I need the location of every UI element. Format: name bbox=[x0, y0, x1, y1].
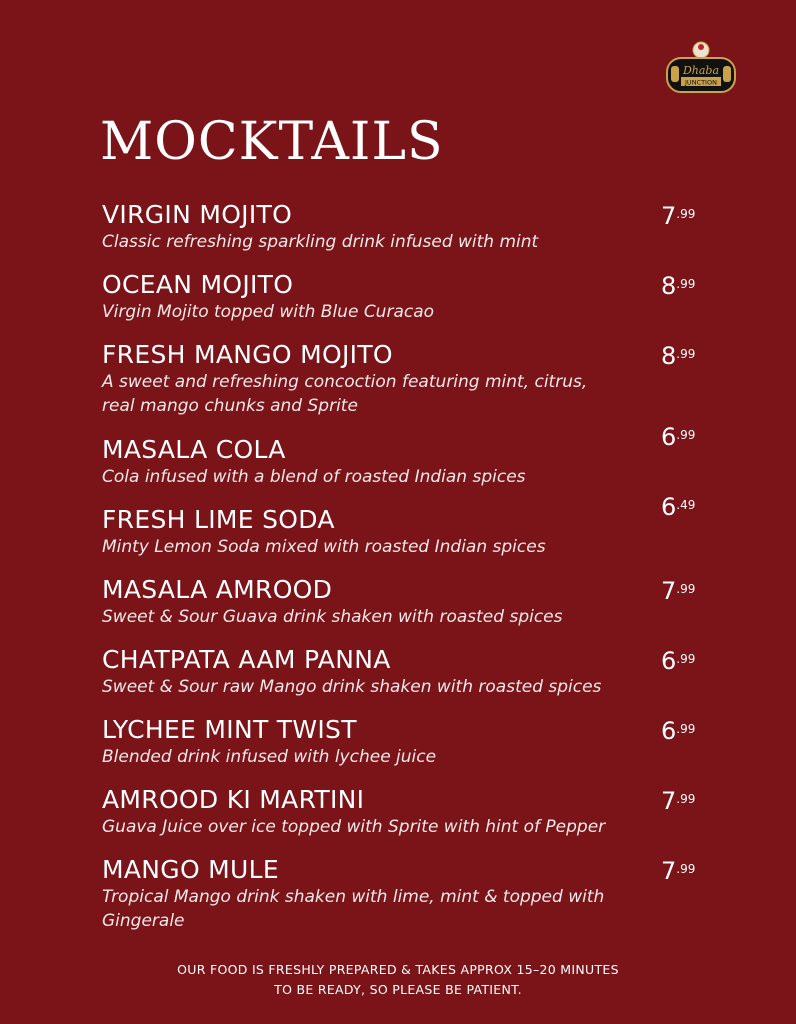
item-name: LYCHEE MINT TWIST bbox=[102, 715, 357, 744]
item-price bbox=[661, 342, 695, 370]
price-dollars: 8 bbox=[661, 342, 677, 370]
page-title: MOCKTAILS bbox=[100, 112, 444, 172]
menu-item bbox=[102, 575, 742, 629]
price-cents: .49 bbox=[676, 498, 696, 512]
item-price bbox=[661, 787, 695, 815]
logo-sub-text: JUNCTION bbox=[685, 78, 717, 87]
item-description: Virgin Mojito topped with Blue Curacao bbox=[102, 302, 435, 322]
menu-item bbox=[102, 340, 742, 418]
item-description: Tropical Mango drink shaken with lime, mint & topped with Gingerale bbox=[102, 887, 605, 931]
item-price bbox=[661, 857, 695, 885]
price-cents: .99 bbox=[676, 428, 696, 442]
item-price bbox=[661, 647, 695, 675]
price-cents: .99 bbox=[676, 347, 696, 361]
price-dollars: 7 bbox=[661, 577, 677, 605]
item-name: MASALA AMROOD bbox=[102, 575, 333, 604]
menu-item bbox=[102, 855, 742, 933]
price-cents: .99 bbox=[676, 277, 696, 291]
item-name: AMROOD KI MARTINI bbox=[102, 785, 365, 814]
item-name: VIRGIN MOJITO bbox=[102, 200, 293, 229]
menu-item bbox=[102, 645, 742, 699]
menu-item bbox=[102, 423, 742, 489]
item-price bbox=[661, 717, 695, 745]
item-name: FRESH LIME SODA bbox=[102, 505, 335, 534]
price-dollars: 6 bbox=[661, 493, 677, 521]
price-dollars: 7 bbox=[661, 857, 677, 885]
price-dollars: 7 bbox=[661, 787, 677, 815]
item-name: MANGO MULE bbox=[102, 855, 279, 884]
menu-item bbox=[102, 200, 742, 254]
item-description: Sweet & Sour Guava drink shaken with roasted spices bbox=[102, 607, 563, 627]
price-dollars: 6 bbox=[661, 717, 677, 745]
menu-item bbox=[102, 785, 742, 839]
item-price bbox=[661, 423, 695, 451]
price-cents: .99 bbox=[676, 862, 696, 876]
footer-note bbox=[0, 960, 796, 1000]
item-description: Cola infused with a blend of roasted Indian spices bbox=[102, 467, 526, 487]
item-price bbox=[661, 493, 695, 521]
price-dollars: 6 bbox=[661, 423, 677, 451]
menu-item bbox=[102, 715, 742, 769]
item-description: Blended drink infused with lychee juice bbox=[102, 747, 437, 767]
item-description: Classic refreshing sparkling drink infused with mint bbox=[102, 232, 539, 252]
restaurant-logo bbox=[663, 38, 739, 102]
item-name: CHATPATA AAM PANNA bbox=[102, 645, 391, 674]
item-price bbox=[661, 577, 695, 605]
logo-script-text: Dhaba bbox=[682, 64, 720, 77]
price-cents: .99 bbox=[676, 792, 696, 806]
price-dollars: 8 bbox=[661, 272, 677, 300]
item-name: OCEAN MOJITO bbox=[102, 270, 294, 299]
price-cents: .99 bbox=[676, 722, 696, 736]
price-cents: .99 bbox=[676, 652, 696, 666]
item-description: Guava Juice over ice topped with Sprite with hint of Pepper bbox=[102, 817, 606, 837]
item-description: A sweet and refreshing concoction featuring mint, citrus, real mango chunks and Sprite bbox=[102, 372, 588, 416]
item-description: Sweet & Sour raw Mango drink shaken with roasted spices bbox=[102, 677, 602, 697]
price-dollars: 7 bbox=[661, 202, 677, 230]
price-cents: .99 bbox=[676, 207, 696, 221]
price-cents: .99 bbox=[676, 582, 696, 596]
footer-line-2: TO BE READY, SO PLEASE BE PATIENT. bbox=[274, 982, 522, 997]
menu-item bbox=[102, 270, 742, 324]
price-dollars: 6 bbox=[661, 647, 677, 675]
item-name: MASALA COLA bbox=[102, 435, 286, 464]
menu-item bbox=[102, 493, 742, 559]
item-price bbox=[661, 202, 695, 230]
item-description: Minty Lemon Soda mixed with roasted Indian spices bbox=[102, 537, 546, 557]
item-name: FRESH MANGO MOJITO bbox=[102, 340, 393, 369]
item-price bbox=[661, 272, 695, 300]
footer-line-1: OUR FOOD IS FRESHLY PREPARED & TAKES APPROX 15–20 MINUTES bbox=[177, 962, 619, 977]
